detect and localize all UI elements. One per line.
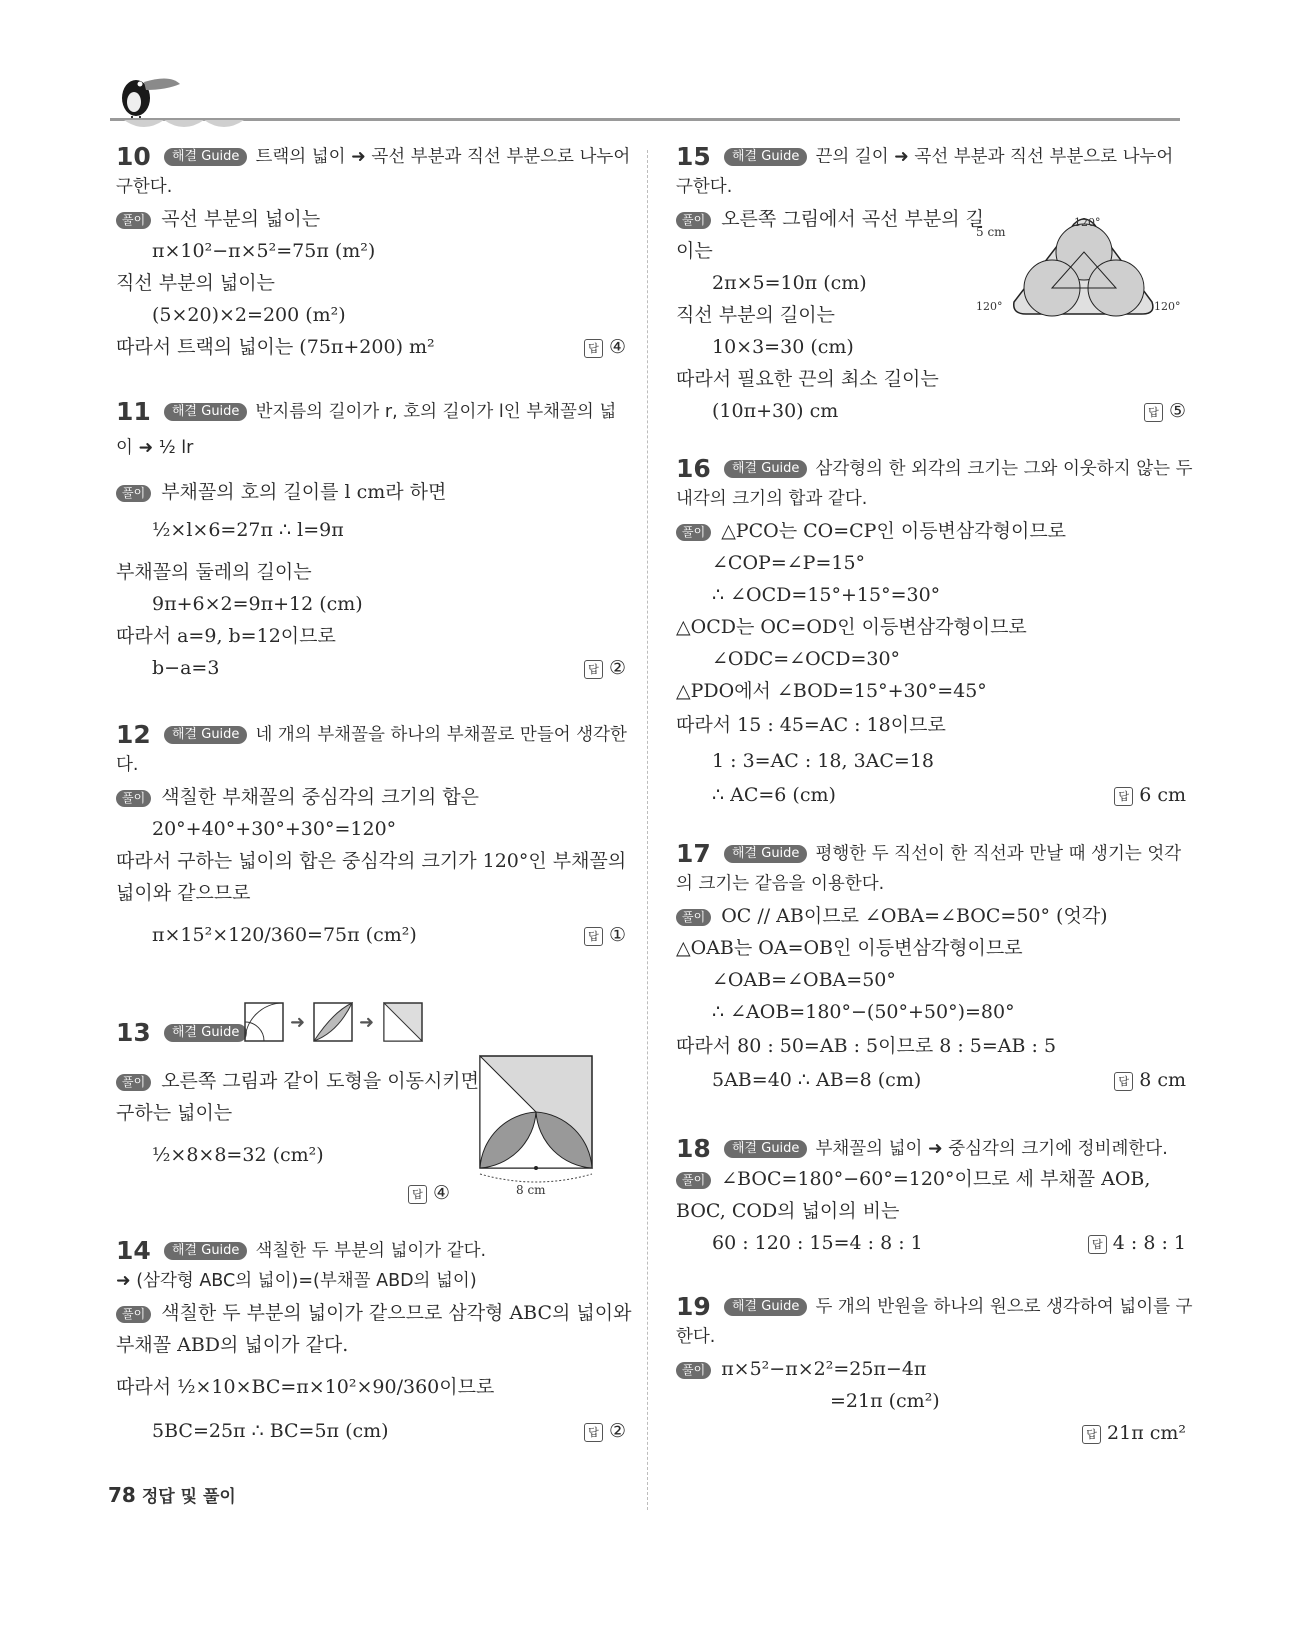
answer-value: ⑤ bbox=[1168, 400, 1186, 422]
problem-number: 13 bbox=[116, 1018, 151, 1047]
solution-line: △OAB는 OA=OB인 이등변삼각형이므로 bbox=[676, 937, 1023, 959]
solution-line: ∴ ∠AOB=180°−(50°+50°)=80° bbox=[712, 1001, 1015, 1023]
guide-badge: 해결 Guide bbox=[724, 148, 807, 166]
solution-line: ∠OAB=∠OBA=50° bbox=[712, 969, 896, 991]
solution-line: 따라서 ½×10×BC=π×10²×90/360이므로 bbox=[116, 1376, 495, 1398]
guide-text: 끈의 길이 ➜ 곡선 부분과 직선 부분으로 나누어 bbox=[815, 147, 1174, 167]
guide-text: ➜ (삼각형 ABC의 넓이)=(부채꼴 ABD의 넓이) bbox=[116, 1271, 477, 1291]
solution-badge: 풀이 bbox=[676, 1172, 711, 1189]
guide-text: 의 크기는 같음을 이용한다. bbox=[676, 874, 885, 894]
solution-line: 따라서 15 : 45=AC : 18이므로 bbox=[676, 714, 946, 736]
answer bbox=[1144, 396, 1186, 426]
figure-label: 8 cm bbox=[516, 1183, 546, 1197]
solution-line: 10×3=30 (cm) bbox=[712, 336, 854, 358]
svg-text:➜: ➜ bbox=[359, 1012, 375, 1033]
guide-text: 구한다. bbox=[116, 177, 173, 197]
solution-line: 1 : 3=AC : 18, 3AC=18 bbox=[712, 750, 935, 772]
answer bbox=[584, 653, 626, 683]
answer bbox=[584, 1416, 626, 1446]
guide-badge: 해결 Guide bbox=[164, 1242, 247, 1260]
figure-label: 120° bbox=[976, 300, 1003, 313]
solution-line: ∠ODC=∠OCD=30° bbox=[712, 648, 901, 670]
solution-line: 직선 부분의 넓이는 bbox=[116, 272, 275, 294]
guide-text: 평행한 두 직선이 한 직선과 만날 때 생기는 엇각 bbox=[815, 844, 1182, 864]
answer-value: ① bbox=[608, 924, 626, 946]
guide-figure-sequence bbox=[244, 1002, 434, 1044]
answer-badge: 답 bbox=[408, 1185, 427, 1204]
solution-line: 구하는 넓이는 bbox=[116, 1102, 233, 1124]
guide-text: 한다. bbox=[676, 1327, 716, 1347]
solution-line: ½×8×8=32 (cm²) bbox=[152, 1144, 324, 1166]
guide-text: 내각의 크기의 합과 같다. bbox=[676, 489, 868, 509]
guide-text: 삼각형의 한 외각의 크기는 그와 이웃하지 않는 두 bbox=[815, 459, 1193, 479]
answer-badge: 답 bbox=[1088, 1235, 1107, 1254]
solution-badge: 풀이 bbox=[116, 485, 151, 502]
solution-line: (5×20)×2=200 (m²) bbox=[152, 304, 346, 326]
solution-line: (10π+30) cm bbox=[712, 400, 839, 422]
solution-line: 따라서 a=9, b=12이므로 bbox=[116, 625, 336, 647]
footer-label: 정답 및 풀이 bbox=[141, 1487, 236, 1507]
toucan-icon bbox=[110, 62, 190, 122]
solution-line: 따라서 트랙의 넓이는 (75π+200) m² bbox=[116, 336, 435, 358]
guide-badge: 해결 Guide bbox=[724, 460, 807, 478]
solution-line: 부채꼴의 호의 길이를 l cm라 하면 bbox=[161, 481, 447, 503]
answer-badge: 답 bbox=[584, 927, 603, 946]
solution-line: 이는 bbox=[676, 240, 713, 262]
solution-line: △PDO에서 ∠BOD=15°+30°=45° bbox=[676, 680, 987, 702]
guide-badge: 해결 Guide bbox=[164, 148, 247, 166]
solution-line: 부채꼴 ABD의 넓이가 같다. bbox=[116, 1334, 349, 1356]
problem-number: 12 bbox=[116, 720, 151, 749]
page-footer bbox=[108, 1482, 236, 1507]
guide-text: 구한다. bbox=[676, 177, 733, 197]
problem-number: 15 bbox=[676, 142, 711, 171]
solution-badge: 풀이 bbox=[676, 1362, 711, 1379]
solution-badge: 풀이 bbox=[116, 1074, 151, 1091]
solution-line: 넓이와 같으므로 bbox=[116, 882, 251, 904]
answer-value: ② bbox=[608, 657, 626, 679]
answer bbox=[408, 1178, 450, 1208]
answer-badge: 답 bbox=[1114, 787, 1133, 806]
answer-badge: 답 bbox=[1082, 1425, 1101, 1444]
problem-number: 19 bbox=[676, 1292, 711, 1321]
solution-line: ∴ AC=6 (cm) bbox=[712, 784, 836, 806]
solution-line: 5BC=25π ∴ BC=5π (cm) bbox=[152, 1420, 389, 1442]
problem-number: 11 bbox=[116, 397, 151, 426]
guide-badge: 해결 Guide bbox=[724, 1140, 807, 1158]
answer bbox=[584, 920, 626, 950]
header-waves bbox=[124, 120, 244, 134]
solution-line: OC // AB이므로 ∠OBA=∠BOC=50° (엇각) bbox=[721, 905, 1108, 927]
answer bbox=[1082, 1418, 1186, 1448]
problem-number: 10 bbox=[116, 142, 151, 171]
problem-number: 14 bbox=[116, 1236, 151, 1265]
answer-badge: 답 bbox=[1114, 1072, 1133, 1091]
solution-line: ∠BOC=180°−60°=120°이므로 세 부채꼴 AOB, bbox=[721, 1168, 1151, 1190]
figure-label: 120° bbox=[1074, 216, 1101, 229]
solution-line: b−a=3 bbox=[152, 657, 220, 679]
answer bbox=[1114, 1065, 1186, 1095]
solution-line: 2π×5=10π (cm) bbox=[712, 272, 867, 294]
problem-number: 18 bbox=[676, 1134, 711, 1163]
answer-badge: 답 bbox=[584, 660, 603, 679]
solution-line: π×5²−π×2²=25π−4π bbox=[721, 1358, 927, 1380]
solution-badge: 풀이 bbox=[676, 909, 711, 926]
guide-badge: 해결 Guide bbox=[164, 726, 247, 744]
solution-line: π×10²−π×5²=75π (m²) bbox=[152, 240, 376, 262]
solution-line: 오른쪽 그림과 같이 도형을 이동시키면 bbox=[161, 1070, 480, 1092]
figure-label: 120° bbox=[1154, 300, 1181, 313]
solution-line: 60 : 120 : 15=4 : 8 : 1 bbox=[712, 1232, 923, 1254]
solution-line: 부채꼴의 둘레의 길이는 bbox=[116, 561, 312, 583]
solution-line: 색칠한 부채꼴의 중심각의 크기의 합은 bbox=[161, 786, 480, 808]
guide-badge: 해결 Guide bbox=[724, 1298, 807, 1316]
solution-line: 9π+6×2=9π+12 (cm) bbox=[152, 593, 363, 615]
guide-text: 색칠한 두 부분의 넓이가 같다. bbox=[255, 1241, 487, 1261]
guide-text: 반지름의 길이가 r, 호의 길이가 l인 부채꼴의 넓 bbox=[255, 402, 617, 422]
problem-number: 16 bbox=[676, 454, 711, 483]
guide-text: 이 ➜ ½ lr bbox=[116, 438, 194, 458]
answer-value: 4 : 8 : 1 bbox=[1112, 1232, 1186, 1254]
solution-line: 직선 부분의 길이는 bbox=[676, 304, 835, 326]
three-circles-figure bbox=[974, 202, 1186, 322]
solution-badge: 풀이 bbox=[116, 790, 151, 807]
guide-badge: 해결 Guide bbox=[164, 1024, 247, 1042]
solution-badge: 풀이 bbox=[116, 1306, 151, 1323]
solution-line: 따라서 구하는 넓이의 합은 중심각의 크기가 120°인 부채꼴의 bbox=[116, 850, 627, 872]
page-number: 78 bbox=[108, 1483, 136, 1507]
solution-line: △OCD는 OC=OD인 이등변삼각형이므로 bbox=[676, 616, 1027, 638]
guide-text: 다. bbox=[116, 755, 139, 775]
solution-line: 20°+40°+30°+30°=120° bbox=[152, 818, 397, 840]
solution-line: 따라서 80 : 50=AB : 5이므로 8 : 5=AB : 5 bbox=[676, 1035, 1057, 1057]
solution-badge: 풀이 bbox=[676, 212, 711, 229]
answer-value: 21π cm² bbox=[1107, 1422, 1186, 1444]
answer-value: 8 cm bbox=[1139, 1069, 1186, 1091]
page-header bbox=[110, 62, 1180, 132]
svg-text:➜: ➜ bbox=[290, 1012, 306, 1033]
solution-line: △PCO는 CO=CP인 이등변삼각형이므로 bbox=[721, 520, 1067, 542]
solution-line: π×15²×120/360=75π (cm²) bbox=[152, 924, 417, 946]
answer-badge: 답 bbox=[584, 339, 603, 358]
solution-line: ∴ ∠OCD=15°+15°=30° bbox=[712, 584, 941, 606]
solution-line: 색칠한 두 부분의 넓이가 같으므로 삼각형 ABC의 넓이와 bbox=[161, 1302, 632, 1324]
guide-text: 트랙의 넓이 ➜ 곡선 부분과 직선 부분으로 나누어 bbox=[255, 147, 631, 167]
answer-value: ④ bbox=[432, 1182, 450, 1204]
solution-badge: 풀이 bbox=[676, 524, 711, 541]
guide-badge: 해결 Guide bbox=[724, 845, 807, 863]
solution-line: 따라서 필요한 끈의 최소 길이는 bbox=[676, 368, 939, 390]
guide-text: 부채꼴의 넓이 ➜ 중심각의 크기에 정비례한다. bbox=[815, 1139, 1168, 1159]
answer-badge: 답 bbox=[584, 1423, 603, 1442]
column-divider bbox=[647, 150, 648, 1510]
figure-label: 5 cm bbox=[976, 225, 1006, 239]
solution-line: 곡선 부분의 넓이는 bbox=[161, 208, 321, 230]
problem-number: 17 bbox=[676, 839, 711, 868]
header-rule bbox=[110, 118, 1180, 121]
answer-value: ② bbox=[608, 1420, 626, 1442]
answer bbox=[1088, 1228, 1186, 1258]
solution-badge: 풀이 bbox=[116, 212, 151, 229]
answer bbox=[584, 332, 626, 362]
answer bbox=[1114, 780, 1186, 810]
solution-line: 5AB=40 ∴ AB=8 (cm) bbox=[712, 1069, 922, 1091]
solution-line: ∠COP=∠P=15° bbox=[712, 552, 866, 574]
answer-badge: 답 bbox=[1144, 403, 1163, 422]
square-figure bbox=[476, 1052, 626, 1202]
solution-line: =21π (cm²) bbox=[830, 1390, 940, 1412]
guide-text: 네 개의 부채꼴을 하나의 부채꼴로 만들어 생각한 bbox=[255, 725, 627, 745]
guide-badge: 해결 Guide bbox=[164, 403, 247, 421]
answer-value: 6 cm bbox=[1139, 784, 1186, 806]
guide-text: 두 개의 반원을 하나의 원으로 생각하여 넓이를 구 bbox=[815, 1297, 1193, 1317]
answer-value: ④ bbox=[608, 336, 626, 358]
solution-line: BOC, COD의 넓이의 비는 bbox=[676, 1200, 900, 1222]
solution-line: 오른쪽 그림에서 곡선 부분의 길 bbox=[721, 208, 984, 230]
solution-line: ½×l×6=27π ∴ l=9π bbox=[152, 519, 344, 541]
